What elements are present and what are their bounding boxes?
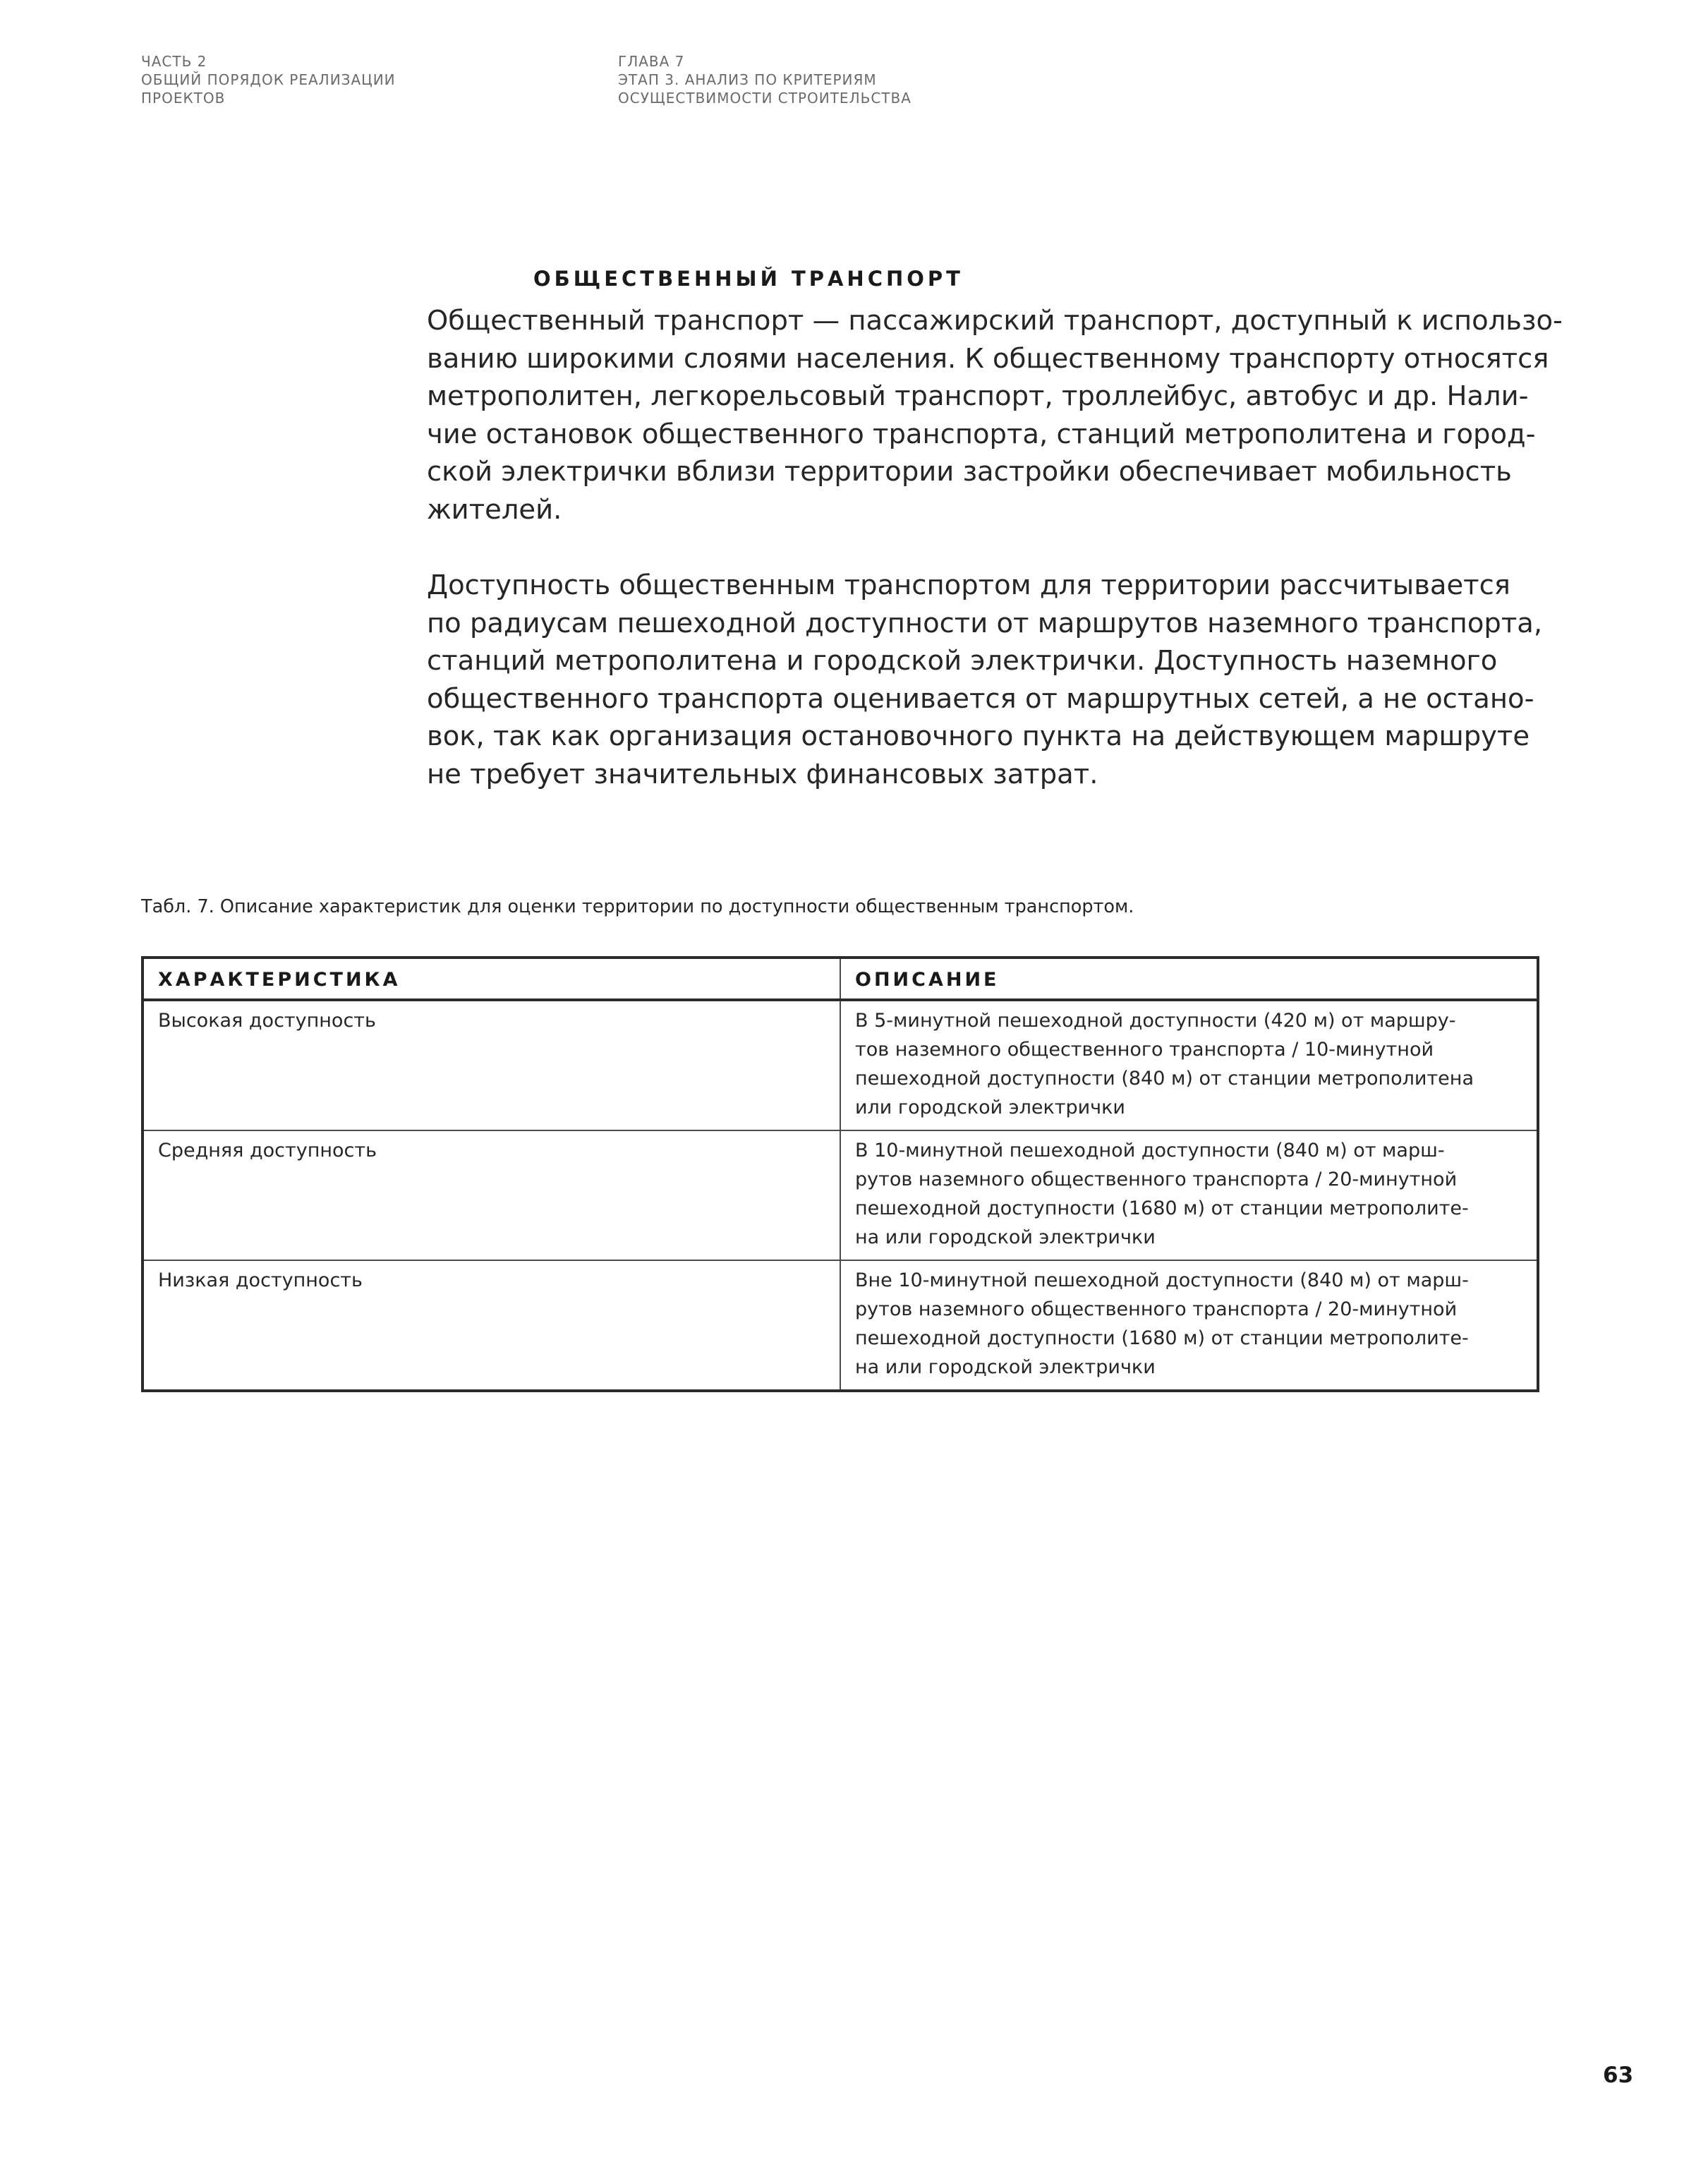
text-line: общественного транспорта оценивается от маршрутных сетей, а не остано-: [427, 682, 1534, 715]
running-head-line: ОБЩИЙ ПОРЯДОК РЕАЛИЗАЦИИ: [141, 71, 396, 88]
text-line: не требует значительных финансовых затрат.: [427, 758, 1098, 790]
text-line: по радиусам пешеходной доступности от маршрутов наземного транспорта,: [427, 607, 1543, 639]
description-line: В 10-минутной пешеходной доступности (840 м) от марш-: [855, 1140, 1445, 1161]
text-line: Общественный транспорт — пассажирский транспорт, доступный к использо-: [427, 305, 1563, 337]
description-line: на или городской электрички: [855, 1226, 1156, 1248]
description-line: или городской электрички: [855, 1097, 1125, 1118]
description-cell: [840, 1130, 1538, 1260]
description-line: В 5-минутной пешеходной доступности (420 м) от маршру-: [855, 1010, 1456, 1032]
text-line: ванию широкими слоями населения. К общественному транспорту относятся: [427, 342, 1549, 375]
description-line: пешеходной доступности (840 м) от станции метрополитена: [855, 1068, 1474, 1089]
description-line: пешеходной доступности (1680 м) от станции метрополите-: [855, 1327, 1469, 1349]
table-row: [143, 1000, 1538, 1130]
column-header-description: ОПИСАНИЕ: [840, 958, 1538, 1000]
characteristic-cell: Средняя доступность: [143, 1130, 840, 1260]
text-line: Доступность общественным транспортом для территории рассчитывается: [427, 569, 1510, 601]
running-head-line: ОСУЩЕСТВИМОСТИ СТРОИТЕЛЬСТВА: [618, 90, 911, 107]
text-line: ской электрички вблизи территории застройки обеспечивает мобильность: [427, 456, 1512, 488]
description-line: Вне 10-минутной пешеходной доступности (840 м) от марш-: [855, 1269, 1469, 1291]
table-header-row: [143, 958, 1538, 1000]
running-head-line: ПРОЕКТОВ: [141, 90, 226, 107]
description-line: на или городской электрички: [855, 1356, 1156, 1378]
accessibility-table: [141, 956, 1539, 1392]
table-row: [143, 1260, 1538, 1391]
paragraph-1: [427, 302, 1563, 529]
running-head-chapter: [618, 52, 911, 107]
paragraph-2: [427, 567, 1543, 793]
running-head-part: [141, 52, 396, 107]
description-line: пешеходной доступности (1680 м) от станции метрополите-: [855, 1197, 1469, 1219]
description-line: тов наземного общественного транспорта / 10-минутной: [855, 1039, 1434, 1061]
running-head-line: ГЛАВА 7: [618, 53, 685, 70]
page-number: 63: [1603, 2063, 1634, 2088]
characteristic-cell: Низкая доступность: [143, 1260, 840, 1391]
description-line: рутов наземного общественного транспорта / 20-минутной: [855, 1298, 1458, 1320]
running-head-line: ЧАСТЬ 2: [141, 53, 207, 70]
description-cell: [840, 1000, 1538, 1130]
running-head-line: ЭТАП 3. АНАЛИЗ ПО КРИТЕРИЯМ: [618, 71, 877, 88]
description-line: рутов наземного общественного транспорта / 20-минутной: [855, 1169, 1458, 1190]
text-line: метрополитен, легкорельсовый транспорт, троллейбус, автобус и др. Нали-: [427, 380, 1529, 412]
table-caption: Табл. 7. Описание характеристик для оценки территории по доступности общественным транспортом.: [141, 896, 1134, 917]
text-line: чие остановок общественного транспорта, станций метрополитена и город-: [427, 418, 1536, 450]
text-line: станций метрополитена и городской электрички. Доступность наземного: [427, 645, 1498, 677]
table-row: [143, 1130, 1538, 1260]
characteristic-cell: Высокая доступность: [143, 1000, 840, 1130]
column-header-characteristic: ХАРАКТЕРИСТИКА: [143, 958, 840, 1000]
description-cell: [840, 1260, 1538, 1391]
section-title: ОБЩЕСТВЕННЫЙ ТРАНСПОРТ: [533, 267, 964, 291]
text-line: вок, так как организация остановочного пункта на действующем маршруте: [427, 720, 1530, 752]
text-line: жителей.: [427, 493, 562, 526]
